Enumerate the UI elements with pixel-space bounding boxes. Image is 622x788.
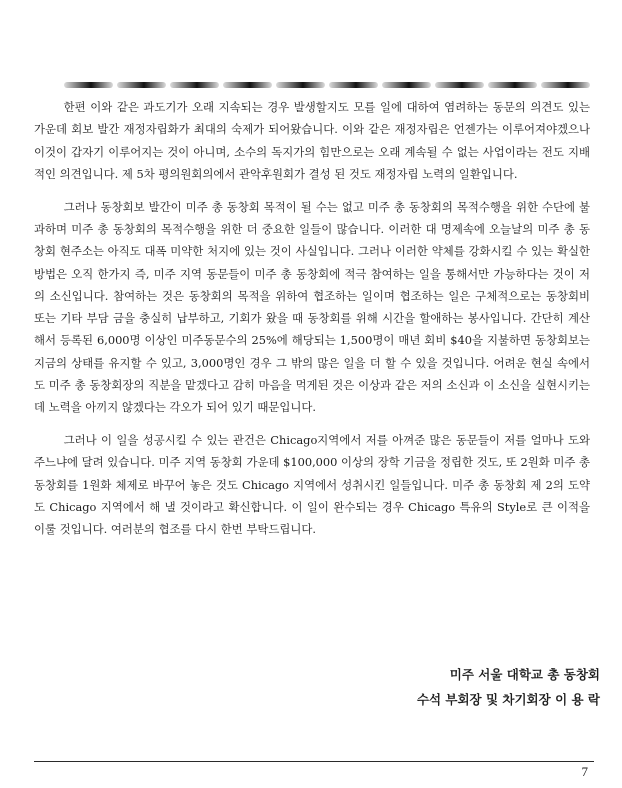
article-body — [34, 96, 590, 551]
header-dash — [541, 82, 590, 88]
signature-organization: 미주 서울 대학교 총 동창회 — [449, 667, 600, 682]
paragraph-3: 그러나 이 일을 성공시킬 수 있는 관건은 Chicago지역에서 저를 아껴준 많은 동문들이 저를 얼마나 도와주느냐에 달려 있습니다. 미주 지역 동창회 가운데 $100,000 이상의 장학 기금을 정립한 것도, 또 2원화 미주 총 동창회를 1원화 체제로 바꾸어 놓은 것도 Chicago 지역에서 성취시킨 일들입니다. 미주 총 동창회 제 2의 도약도 Chicago 지역에서 해 낼 것이라고 확신합니다. 이 일이 완수되는 경우 Chicago 특유의 Style로 큰 이적을 이룰 것입니다. 여러분의 협조를 다시 한번 부탁드립니다. — [34, 433, 590, 537]
header-dash — [435, 82, 484, 88]
header-dash — [223, 82, 272, 88]
header-dash — [64, 82, 113, 88]
page-number: 7 — [581, 764, 588, 779]
header-dash — [276, 82, 325, 88]
header-dash — [329, 82, 378, 88]
header-dash — [117, 82, 166, 88]
decorative-header-band — [62, 78, 592, 92]
signature-name: 수석 부회장 및 차기회장 이 용 락 — [416, 692, 600, 707]
paragraph-1: 한편 이와 같은 과도기가 오래 지속되는 경우 발생할지도 모를 일에 대하여 염려하는 동문의 의견도 있는 가운데 회보 발간 재정자립화가 최대의 숙제가 되어왔습니다. 이와 같은 재정자립은 언젠가는 이루어져야겠으나 이것이 갑자기 이루어지는 것이 아니며, 소수의 독지가의 힘만으로는 오래 계속될 수 없는 사업이라는 전도 지배적인 의견입니다. 제 5차 평의원회의에서 관악후원회가 결성 된 것도 재정자립 노력의 일환입니다. — [34, 100, 590, 181]
header-dash — [488, 82, 537, 88]
footer-divider — [34, 761, 594, 762]
signature-block — [300, 662, 600, 712]
header-dash — [170, 82, 219, 88]
header-dash — [382, 82, 431, 88]
paragraph-2: 그러나 동창회보 발간이 미주 총 동창회 목적이 될 수는 없고 미주 총 동창회의 목적수행을 위한 수단에 불과하며 미주 총 동창회의 목적수행을 위한 더 중요한 일들이 많습니다. 이러한 대 명제속에 오늘날의 미주 총 동창회 현주소는 아직도 대폭 미약한 처지에 있는 것이 사실입니다. 그러나 이러한 약체를 강화시킬 수 있는 확실한 방법은 오직 한가지 즉, 미주 지역 동문들이 미주 총 동창회에 적극 참여하는 일을 통해서만 가능하다는 것이 저의 소신입니다. 참여하는 것은 동창회의 목적을 위하여 협조하는 일이며 협조하는 일은 구체적으로는 동창회비 또는 기타 부담 금을 충실히 납부하고, 기회가 왔을 때 동창회를 위해 시간을 할애하는 봉사입니다. 간단히 계산해서 등록된 6,000명 이상인 미주동문수의 25%에 해당되는 1,500명이 매년 회비 $40을 지불하면 동창회보는 지금의 상태를 유지할 수 있고, 3,000명인 경우 그 밖의 많은 일을 더 할 수 있을 것입니다. 어려운 현실 속에서도 미주 총 동창회장의 직분을 맡겠다고 감히 마음을 먹게된 것은 이상과 같은 저의 소신과 이 소신을 실현시키는데 노력을 아끼지 않겠다는 각오가 되어 있기 때문입니다. — [34, 199, 590, 415]
